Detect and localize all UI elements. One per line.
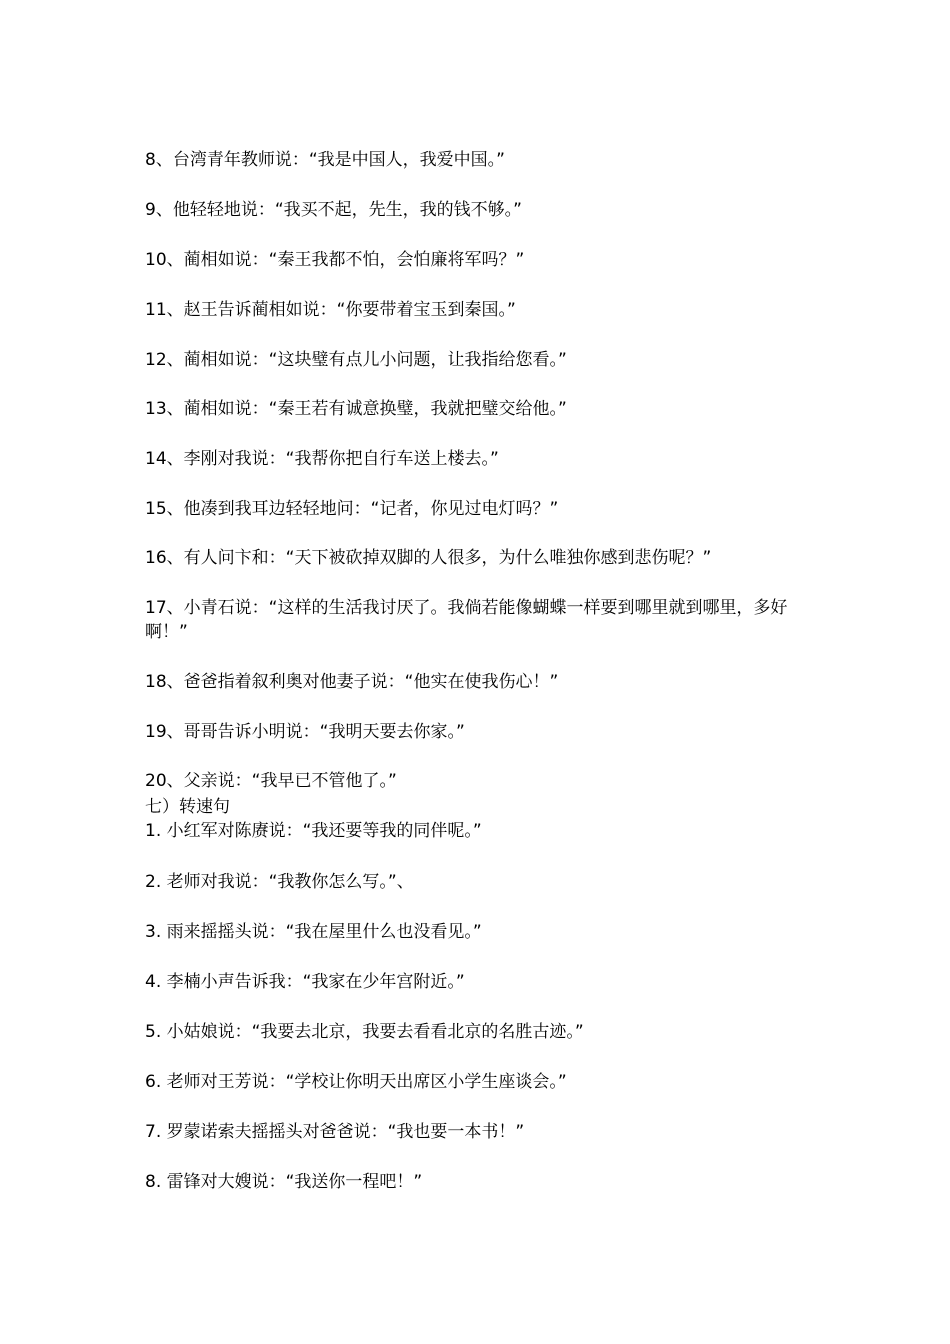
sentence-item: 11、赵王告诉蔺相如说：“你要带着宝玉到秦国。” bbox=[145, 300, 516, 320]
sentence-item: 2. 老师对我说：“我教你怎么写。”、 bbox=[145, 872, 414, 892]
sentence-item: 9、他轻轻地说：“我买不起，先生，我的钱不够。” bbox=[145, 200, 522, 220]
sentence-item: 8. 雷锋对大嫂说：“我送你一程吧！” bbox=[145, 1172, 423, 1192]
sentence-item: 20、父亲说：“我早已不管他了。” bbox=[145, 771, 397, 791]
sentence-item: 12、蔺相如说：“这块璧有点儿小问题，让我指给您看。” bbox=[145, 350, 567, 370]
sentence-item: 10、蔺相如说：“秦王我都不怕，会怕廉将军吗？” bbox=[145, 250, 525, 270]
sentence-item: 14、李刚对我说：“我帮你把自行车送上楼去。” bbox=[145, 449, 499, 469]
sentence-item: 6. 老师对王芳说：“学校让你明天出席区小学生座谈会。” bbox=[145, 1072, 567, 1092]
sentence-item: 7. 罗蒙诺索夫摇摇头对爸爸说：“我也要一本书！” bbox=[145, 1122, 525, 1142]
sentence-item: 18、爸爸指着叙利奥对他妻子说：“他实在使我伤心！” bbox=[145, 672, 559, 692]
sentence-item: 19、哥哥告诉小明说：“我明天要去你家。” bbox=[145, 722, 465, 742]
sentence-item: 3. 雨来摇摇头说：“我在屋里什么也没看见。” bbox=[145, 922, 482, 942]
sentence-item: 1. 小红军对陈赓说：“我还要等我的同伴呢。” bbox=[145, 821, 482, 841]
sentence-item: 15、他凑到我耳边轻轻地问：“记者，你见过电灯吗？” bbox=[145, 499, 559, 519]
sentence-item: 16、有人问卞和：“天下被砍掉双脚的人很多，为什么唯独你感到悲伤呢？” bbox=[145, 548, 712, 568]
sentence-item: 8、台湾青年教师说：“我是中国人，我爱中国。” bbox=[145, 150, 505, 170]
sentence-item: 4. 李楠小声告诉我：“我家在少年宫附近。” bbox=[145, 972, 465, 992]
sentence-item: 13、蔺相如说：“秦王若有诚意换璧，我就把璧交给他。” bbox=[145, 399, 567, 419]
sentence-item: 17、小青石说：“这样的生活我讨厌了。我倘若能像蝴蝶一样要到哪里就到哪里，多好啊！” bbox=[145, 598, 788, 642]
section-heading: 七）转速句 bbox=[145, 797, 230, 817]
sentence-item: 5. 小姑娘说：“我要去北京，我要去看看北京的名胜古迹。” bbox=[145, 1022, 584, 1042]
